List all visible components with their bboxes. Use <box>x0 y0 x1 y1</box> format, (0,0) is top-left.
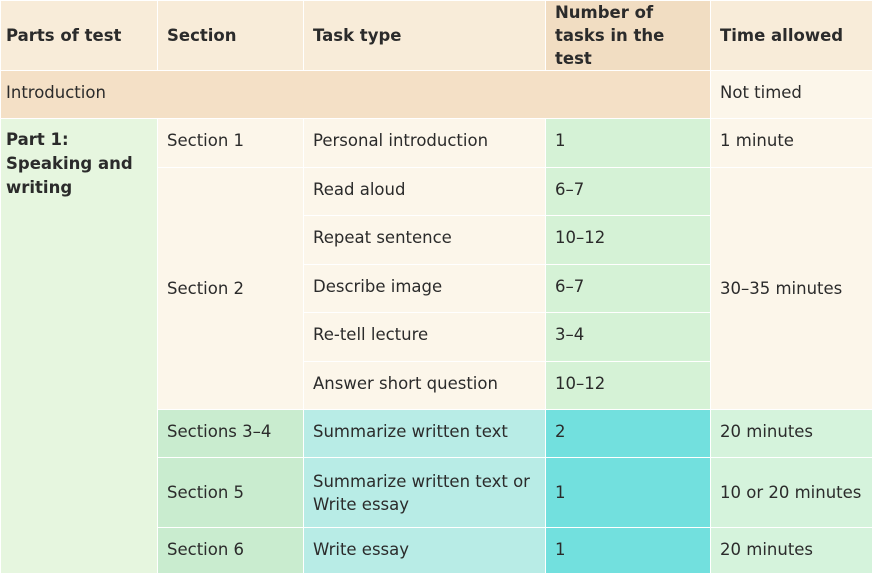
num-tasks-cell: 3–4 <box>546 313 711 362</box>
task-cell: Describe image <box>304 265 546 313</box>
part1-label <box>1 119 158 574</box>
table-row <box>1 119 872 168</box>
time-cell: 30–35 minutes <box>711 168 872 410</box>
time-cell: 1 minute <box>711 119 872 168</box>
section-cell: Section 1 <box>158 119 304 168</box>
time-cell: 20 minutes <box>711 410 872 458</box>
task-cell: Read aloud <box>304 168 546 216</box>
section-cell: Section 5 <box>158 458 304 528</box>
task-cell: Summarize written text or Write essay <box>304 458 546 528</box>
num-tasks-cell: 10–12 <box>546 216 711 265</box>
task-cell: Write essay <box>304 528 546 574</box>
header-number-of-tasks: Number of tasks in the test <box>546 1 711 71</box>
part1-label-line1: Part 1: <box>6 128 153 152</box>
num-tasks-cell: 6–7 <box>546 168 711 216</box>
header-task-type: Task type <box>304 1 546 71</box>
header-section: Section <box>158 1 304 71</box>
header-row <box>1 1 872 71</box>
task-cell: Re-tell lecture <box>304 313 546 362</box>
intro-row <box>1 71 872 119</box>
header-parts-of-test: Parts of test <box>1 1 158 71</box>
section-cell: Section 2 <box>158 168 304 410</box>
header-time-allowed: Time allowed <box>711 1 872 71</box>
time-cell: 10 or 20 minutes <box>711 458 872 528</box>
section-cell: Sections 3–4 <box>158 410 304 458</box>
task-cell: Personal introduction <box>304 119 546 168</box>
num-tasks-cell: 2 <box>546 410 711 458</box>
task-cell: Summarize written text <box>304 410 546 458</box>
time-cell: 20 minutes <box>711 528 872 574</box>
intro-label: Introduction <box>1 71 711 119</box>
intro-time: Not timed <box>711 71 872 119</box>
num-tasks-cell: 1 <box>546 458 711 528</box>
num-tasks-cell: 6–7 <box>546 265 711 313</box>
num-tasks-cell: 1 <box>546 119 711 168</box>
num-tasks-cell: 10–12 <box>546 362 711 410</box>
section-cell: Section 6 <box>158 528 304 574</box>
task-cell: Answer short question <box>304 362 546 410</box>
part1-label-line2: Speaking and writing <box>6 152 153 200</box>
task-cell: Repeat sentence <box>304 216 546 265</box>
num-tasks-cell: 1 <box>546 528 711 574</box>
